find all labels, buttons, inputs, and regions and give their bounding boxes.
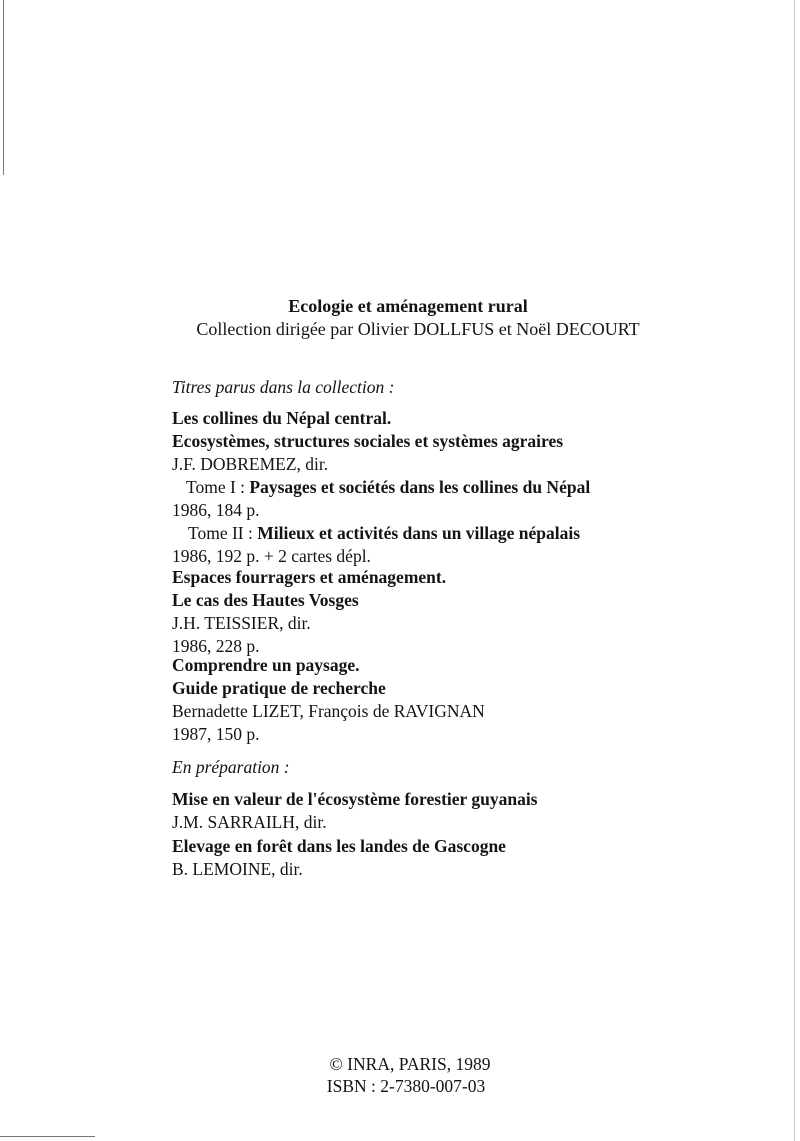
book-title-line-1: Espaces fourragers et aménagement. xyxy=(172,567,447,587)
tome-2-info: 1986, 192 p. + 2 cartes dépl. xyxy=(172,546,371,566)
copyright-line: © INRA, PARIS, 1989 xyxy=(329,1054,491,1074)
upcoming-author: J.M. SARRAILH, dir. xyxy=(172,812,327,832)
book-entry-paysage xyxy=(172,654,772,746)
book-title-line-2: Ecosystèmes, structures sociales et systèmes agraires xyxy=(172,431,564,451)
published-heading: Titres parus dans la collection : xyxy=(172,377,395,397)
upcoming-entry-gascogne xyxy=(172,835,772,881)
tome-1 xyxy=(172,476,772,499)
book-title-line-1: Comprendre un paysage. xyxy=(172,655,360,675)
upcoming-title: Mise en valeur de l'écosystème forestier guyanais xyxy=(172,789,538,809)
isbn-line: ISBN : 2-7380-007-03 xyxy=(326,1076,486,1096)
preparation-heading: En préparation : xyxy=(172,757,290,777)
series-subtitle: Collection dirigée par Olivier DOLLFUS et Noël DECOURT xyxy=(196,319,640,339)
book-entry-nepal xyxy=(172,407,772,568)
tome-1-prefix: Tome I : xyxy=(186,477,250,497)
book-title-line-2: Guide pratique de recherche xyxy=(172,678,386,698)
tome-1-title: Paysages et sociétés dans les collines du Népal xyxy=(249,477,591,497)
book-author: J.H. TEISSIER, dir. xyxy=(172,613,311,633)
published-heading-block xyxy=(172,376,772,399)
tome-2 xyxy=(172,522,772,545)
book-author: Bernadette LIZET, François de RAVIGNAN xyxy=(172,701,485,721)
scan-edge-right xyxy=(794,0,795,1141)
preparation-heading-block xyxy=(172,756,772,779)
book-author: J.F. DOBREMEZ, dir. xyxy=(172,454,329,474)
book-info: 1987, 150 p. xyxy=(172,724,260,744)
tome-1-info: 1986, 184 p. xyxy=(172,500,260,520)
scan-edge-left xyxy=(3,0,4,175)
upcoming-title: Elevage en forêt dans les landes de Gascogne xyxy=(172,836,506,856)
book-info: 1986, 228 p. xyxy=(172,636,260,656)
upcoming-author: B. LEMOINE, dir. xyxy=(172,859,303,879)
series-title: Ecologie et aménagement rural xyxy=(288,296,528,316)
tome-2-prefix: Tome II : xyxy=(188,523,258,543)
scan-edge-bottom xyxy=(0,1136,95,1137)
upcoming-entry-guyane xyxy=(172,788,772,834)
book-title-line-1: Les collines du Népal central. xyxy=(172,408,392,428)
book-title-line-2: Le cas des Hautes Vosges xyxy=(172,590,359,610)
tome-2-title: Milieux et activités dans un village népalais xyxy=(257,523,581,543)
book-entry-vosges xyxy=(172,566,772,658)
